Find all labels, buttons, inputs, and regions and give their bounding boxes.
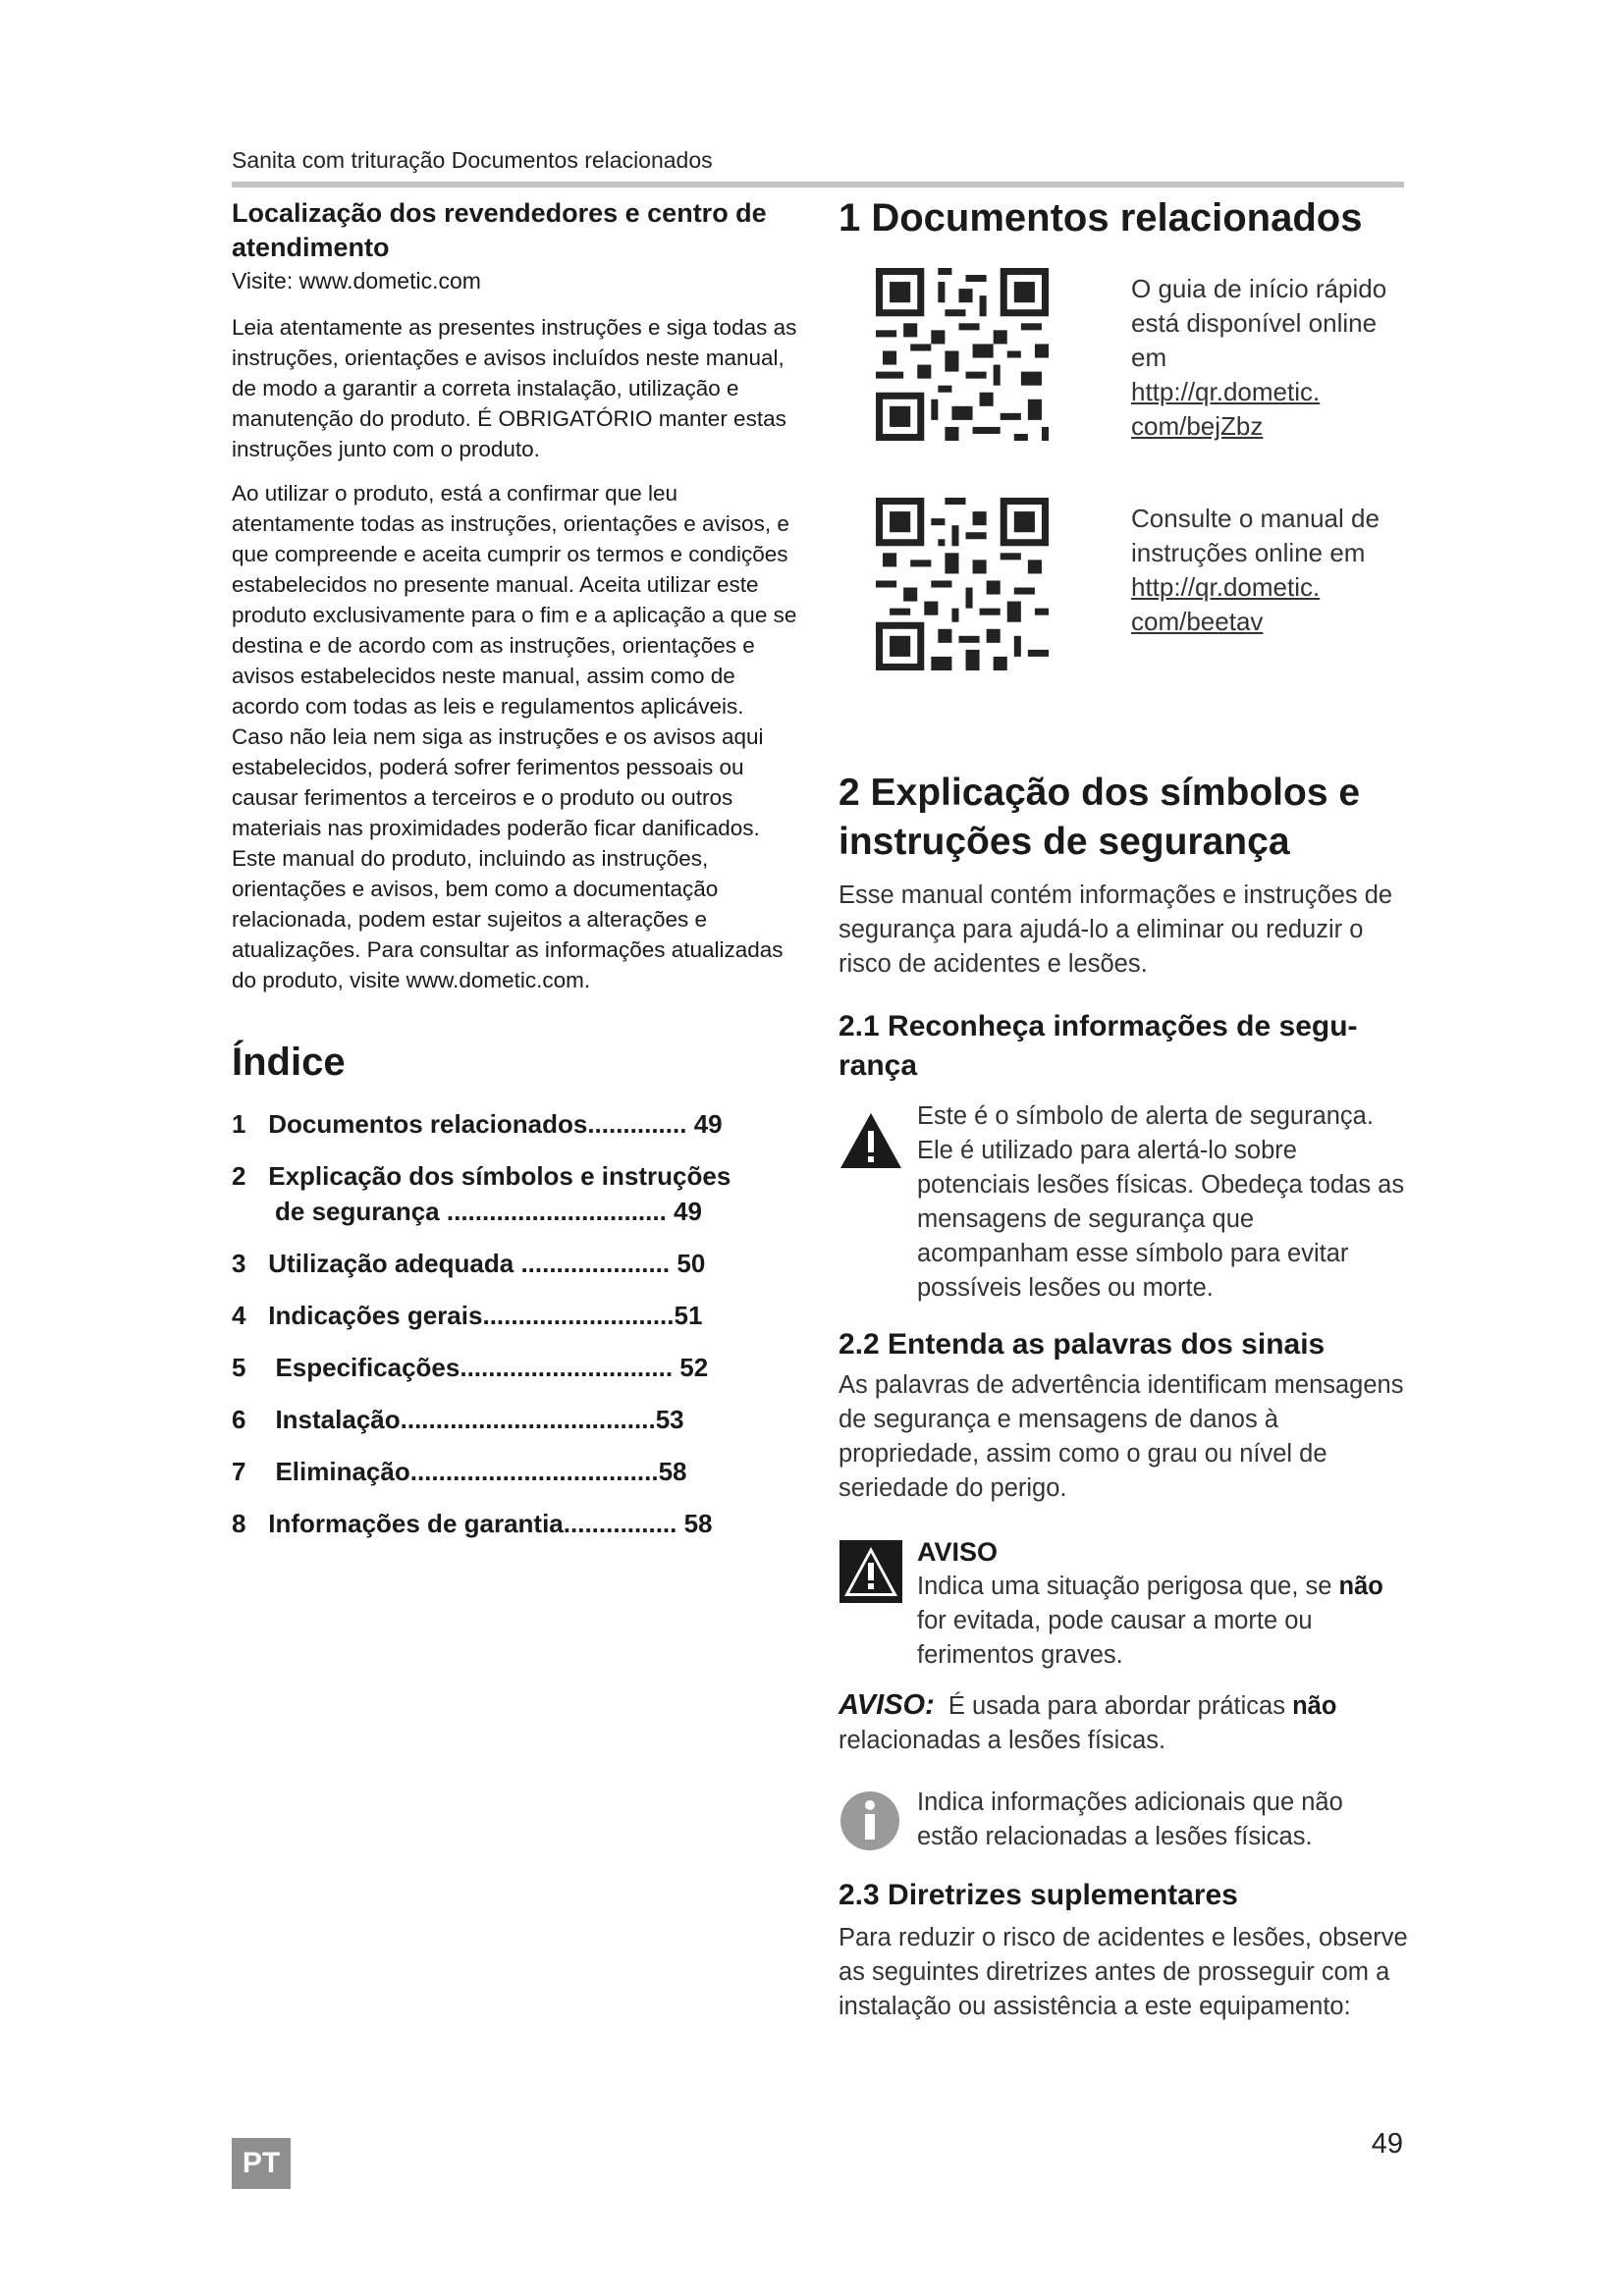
section-2-3-title: 2.3 Diretrizes suplementares [839,1879,1238,1911]
visit-line: Visite: www.dometic.com [232,268,481,294]
table-of-contents [232,1106,801,1541]
right-column [839,196,1408,2024]
section-1-title: 1 Documentos relacionados [839,196,1363,240]
warning-text: Indica uma situação perigosa que, se não for evitada, pode causar a morte ou ferimentos graves. [917,1573,1383,1669]
section-2-2-text: As palavras de advertência identificam mensagens de segurança e mensagens de danos à propriedade, assim como o grau ou nível de seriedade do perigo. [839,1371,1404,1502]
notice-label: AVISO: [839,1689,935,1721]
toc-item-continuation[interactable]: de segurança ............................... 49 [275,1197,702,1226]
section-2-title: 2 Explicação dos símbolos e instruções de segurança [839,772,1361,863]
running-header: Sanita com trituração Documentos relacionados [232,147,713,173]
toc-item[interactable]: 1 Documentos relacionados.............. 49 [232,1109,723,1139]
section-2-3-text: Para reduzir o risco de acidentes e lesões, observe as seguintes diretrizes antes de prosseguir com a instalação ou assistência a este equipamento: [839,1924,1408,2020]
header-rule [232,182,1404,187]
toc-item[interactable]: 5 Especificações.............................. 52 [232,1353,709,1382]
section-2-1-title: 2.1 Reconheça informações de segu-rança [839,1010,1358,1082]
toc-title: Índice [232,1041,346,1084]
safety-alert-block [839,1099,1408,1306]
language-tag: PT [232,2138,291,2189]
warning-block [839,1535,1408,1673]
toc-item[interactable]: 7 Eliminação...................................58 [232,1457,687,1486]
qr-2-link[interactable]: http://qr.dometic. [1131,572,1321,602]
info-block [839,1786,1408,1854]
warning-label: AVISO [917,1537,999,1567]
toc-item[interactable]: 8 Informações de garantia................ 58 [232,1509,713,1538]
warning-triangle-icon [839,1111,903,1170]
qr-1-link[interactable]: http://qr.dometic. [1131,377,1321,406]
toc-item[interactable]: 3 Utilização adequada ..................... 50 [232,1249,706,1278]
section-2-intro: Esse manual contém informações e instruções de segurança para ajudá-lo a eliminar ou reduzir o risco de acidentes e lesões. [839,881,1393,978]
intro-paragraph-1: Leia atentamente as presentes instruções e siga todas as instruções, orientações e avisos incluídos neste manual, de modo a garantir a correta instalação, utilização e manutenção do produto. É OBRIGATÓRIO manter estas instruções junto com o produto. [232,315,797,461]
qr-block-online-manual [839,486,1408,704]
intro-paragraph-2: Ao utilizar o produto, está a confirmar que leu atentamente todas as instruções, orientações e avisos, e que compreende e aceita cumprir os termos e condições estabelecidos no presente manual. Aceita utilizar este produto exclusivamente para o fim e a aplicação a que se destina e de acordo com as instruções, orientações e avisos estabelecidos neste manual, assim como de acordo com todas as leis e regulamentos aplicáveis. Caso não leia nem siga as instruções e os avisos aqui estabelecidos, poderá sofrer ferimentos pessoais ou causar ferimentos a terceiros e o produto ou outros materiais nas proximidades poderão ficar danificados. Este manual do produto, incluindo as instruções, orientações e avisos, bem como a documentação relacionada, podem estar sujeitos a alterações e atualizações. Para consultar as informações atualizadas do produto, visite www.dometic.com. [232,481,797,992]
safety-alert-text: Este é o símbolo de alerta de segurança. Ele é utilizado para alertá-lo sobre potenciais lesões físicas. Obedeça todas as mensagens de segurança que acompanham esse símbolo para evitar possíveis lesões ou morte. [917,1102,1405,1302]
notice-text: AVISO: É usada para abordar práticas não relacionadas a lesões físicas. [839,1689,1337,1754]
info-text: Indica informações adicionais que não estão relacionadas a lesões físicas. [917,1789,1343,1850]
section-2-2-title: 2.2 Entenda as palavras dos sinais [839,1328,1326,1361]
qr-1-description: O guia de início rápido está disponível online em [1131,274,1387,372]
qr-2-description: Consulte o manual de instruções online em [1131,504,1380,567]
qr-1-link-cont[interactable]: com/bejZbz [1131,411,1264,441]
toc-item[interactable]: 4 Indicações gerais...........................51 [232,1301,703,1330]
qr-code-icon [876,498,1049,670]
warning-box-icon [839,1539,903,1604]
qr-code-icon [876,268,1049,441]
toc-item[interactable]: 6 Instalação....................................53 [232,1405,684,1434]
location-title: Localização dos revendedores e centro de atendimento [232,198,767,262]
info-icon [839,1789,901,1852]
page-number: 49 [1371,2128,1403,2160]
qr-block-quick-guide [839,268,1408,486]
left-column [232,196,801,1558]
toc-item[interactable]: 2 Explicação dos símbolos e instruções [232,1161,731,1191]
qr-2-link-cont[interactable]: com/beetav [1131,607,1264,636]
